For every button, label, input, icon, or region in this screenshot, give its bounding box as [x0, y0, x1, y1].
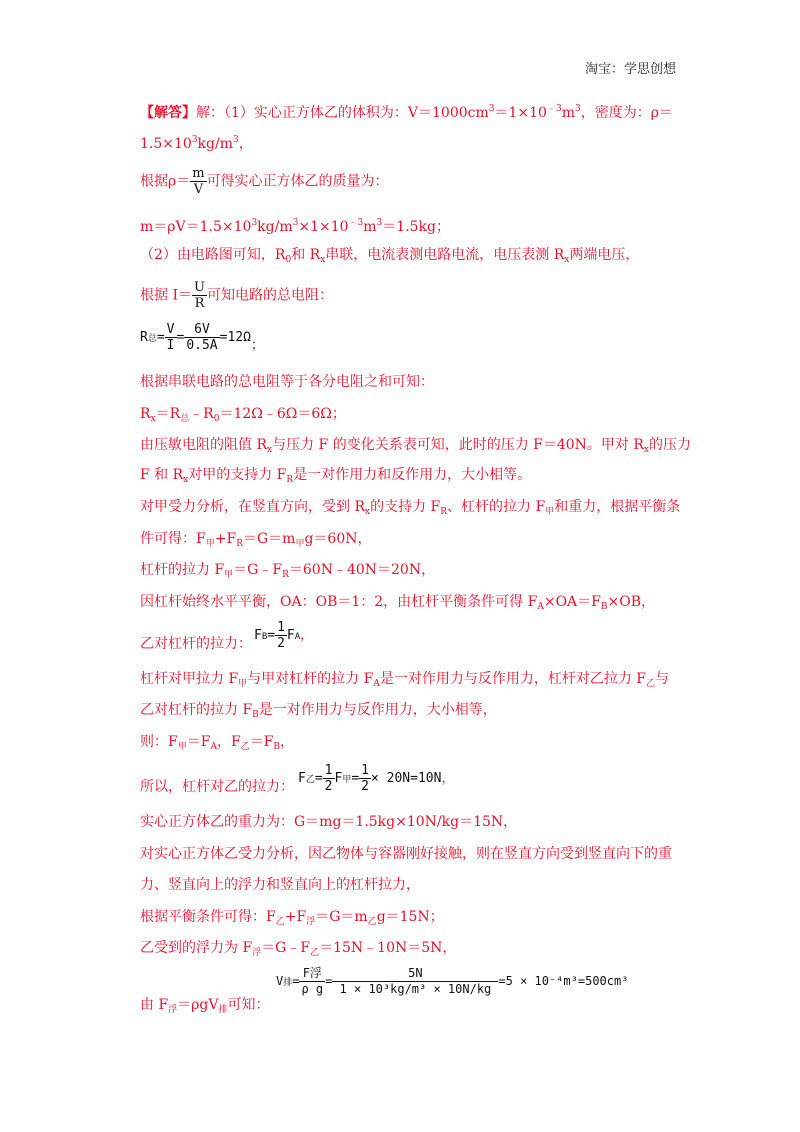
answer-tag: 【解答】: [140, 105, 196, 121]
header-shop-label: 淘宝：学思创想: [584, 62, 676, 77]
text-line: 根据 I＝ $\frac{U}{R}$ 可知电路的总电阻：: [140, 280, 333, 311]
text-line: 根据串联电路的总电阻等于各分电阻之和可知：: [140, 374, 434, 390]
f-yi-equation: F乙= $\frac{1}{2}$ F甲= $\frac{1}{2}$ × 20N=10N，: [298, 763, 455, 794]
text-line: $m=\rho V=1.5\times 10^3kg/m^3\times 1\times 10^{﹣3}m^3=1.5kg$；: [140, 218, 450, 235]
text-line: （2）由电路图可知，$R_0$和 $R_x$串联，电流表测电路电流，电压表测 $R_x$两端电压，: [140, 247, 640, 265]
text-line: 则：$F_甲=F_A$，$F_乙=F_B$，: [140, 734, 295, 752]
text-line: F 和 $R_x$对甲的支持力 $F_R$是一对作用力和反作用力，大小相等。: [140, 467, 532, 485]
text-line: 乙对杠杆的拉力 $F_B$是一对作用力与反作用力，大小相等，: [140, 702, 497, 720]
mass-formula-fraction: $\frac{m}{V}$: [192, 166, 205, 197]
text-line: 乙受到的浮力为 $F_浮=G﹣F_乙=15N﹣10N=5N$，: [140, 940, 457, 958]
total-resistance-equation: R总= $\frac{V}{I}$ = $\frac{6V}{0.5A}$ =12Ω；: [140, 322, 264, 353]
text-line: 杠杆的拉力 $F_甲=G﹣F_R=60N﹣40N=20N$，: [140, 562, 436, 580]
text-line: 杠杆对甲拉力 $F_甲$与甲对杠杆的拉力 $F_A$是一对作用力与反作用力，杠杆对乙拉力 $F_乙$与: [140, 671, 670, 689]
text-line: 实心正方体乙的重力为：G＝mg＝1.5kg×10N/kg＝15N，: [140, 814, 518, 830]
text-line: 因杠杆始终水平平衡，OA：OB＝1：2，由杠杆平衡条件可得 $F_A\times OA=F_B\times OB$，: [140, 594, 656, 612]
text-line: 由 $F_浮=\rho gV_排$可知：: [140, 997, 270, 1015]
text-line: $1.5\times 10^3kg/m^3$，: [140, 135, 253, 152]
text-line: $R_x=R_总﹣R_0=12\Omega﹣6\Omega=6\Omega$；: [140, 406, 346, 424]
text-line: 对甲受力分析，在竖直方向，受到 $R_x$的支持力 $F_R$、杠杆的拉力 $F_甲$和重力，根据平衡条: [140, 499, 681, 517]
current-formula-fraction: $\frac{U}{R}$: [193, 280, 205, 311]
text-line: 【解答】解：（1）实心正方体乙的体积为：$V=1000cm^3=1\times 10^{﹣3}m^3$，密度为：ρ＝: [140, 104, 673, 121]
text-line: 力、竖直向上的浮力和竖直向上的杠杆拉力，: [140, 877, 420, 893]
text-line: 乙对杠杆的拉力：: [140, 636, 252, 652]
text-line: 所以，杠杆对乙的拉力：: [140, 779, 294, 795]
fb-equation: FB= $\frac{1}{2}$ FA，: [254, 620, 314, 651]
text-line: 根据平衡条件可得：$F_乙+F_浮=G=m_乙g=15N$；: [140, 909, 444, 927]
text-line: 由压敏电阻的阻值 $R_x$与压力 F 的变化关系表可知，此时的压力 F＝40N。甲对 $R_x$的压力: [140, 437, 691, 455]
text-line: 根据ρ＝ $\frac{m}{V}$ 可得实心正方体乙的质量为：: [140, 166, 389, 197]
text-line: 对实心正方体乙受力分析，因乙物体与容器刚好接触，则在竖直方向受到竖直向下的重: [140, 846, 672, 862]
v-pai-equation: V排= $\frac{\text{F浮}}{\text{ρ g}}$ = $\frac{5N}{\text{1 × 10³kg/m³ × 10N/kg}}$ =5 × 10⁻⁴m³=500cm³: [276, 966, 629, 996]
text-line: 件可得：$F_甲+F_R=G=m_甲g=60N$，: [140, 531, 372, 549]
